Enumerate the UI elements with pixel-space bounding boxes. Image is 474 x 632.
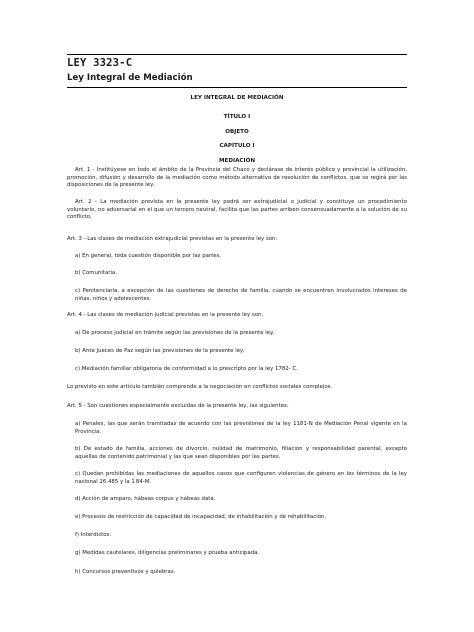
article-3-item-c: c) Penitenciaria, a excepción de las cuestiones de derecho de familia, cuando se encuentren involucrados intereses de niñas, niños y adolescentes. (75, 288, 407, 302)
article-3: Art. 3 - Las clases de mediación extrajudicial previstas en la presente ley son: (67, 236, 278, 242)
heading-titulo: TÍTULO I (223, 114, 251, 120)
heading-objeto: OBJETO (225, 129, 249, 135)
article-4-item-a: a) De proceso judicial en trámite según las previsiones de la presente ley. (75, 330, 275, 336)
article-3-item-a: a) En general, toda cuestión disponible por las partes. (75, 253, 222, 259)
article-5-item-b: b) De estado de familia, acciones de divorcio, nulidad de matrimonio, filiación y responsabilidad parental, excepto aquéllas de contenido patrimonial y las que sean disponibles por las partes. (75, 446, 407, 460)
article-5-item-a: a) Penales, las que serán tramitadas de acuerdo con las previsiones de la ley 1181-N de Mediación Penal vigente en la Provincia. (75, 421, 407, 435)
article-5-item-d: d) Acción de amparo, hábeas corpus y hábeas data. (75, 496, 216, 502)
law-number-title: LEY 3323-C (67, 57, 133, 69)
article-2: Art. 2 - La mediación prevista en la presente ley podrá ser extrajudicial o judicial y constituye un procedimiento voluntario, no adversarial en el que un tercero neutral, facilita que las partes arriben consensuadamente a la solución de su conflicto. (67, 199, 407, 221)
article-3-item-b: b) Comunitaria. (75, 270, 118, 276)
article-5-item-g: g) Medidas cautelares, diligencias preliminares y prueba anticipada. (75, 550, 260, 556)
article-4-item-b: b) Ante Jueces de Paz según las previsiones de la presente ley. (75, 348, 245, 354)
law-subtitle: Ley Integral de Mediación (67, 73, 193, 83)
heading-capitulo: CAPÍTULO I (219, 143, 255, 149)
article-5: Art. 5 - Son cuestiones especialmente excluidas de la presente ley, las siguientes: (67, 403, 289, 409)
article-5-item-c: c) Quedan prohibidas las mediaciones de aquellos casos que configuren violencias de género en los términos de la ley nacional 26.485 y la 1 84-M. (75, 471, 407, 485)
article-4: Art. 4 - Las clases de mediación judicial previstas en la presente ley son: (67, 312, 264, 318)
article-5-item-e: e) Procesos de restricción de capacidad de incapacidad, de inhabilitación y de rehabilitación. (75, 514, 327, 520)
article-5-item-h: h) Concursos preventivos y quiebras. (75, 569, 176, 575)
article-5-item-f: f) Interdictos. (75, 532, 112, 538)
header-bottom-rule (67, 87, 407, 88)
heading-main: LEY INTEGRAL DE MEDIACIÓN (190, 95, 284, 101)
header-top-rule (67, 54, 407, 55)
heading-mediacion: MEDIACIÓN (218, 158, 256, 164)
article-1: Art. 1 - Institúyese en todo el ámbito de la Provincia del Chaco y declárase de interés público y provincial la utilización, promoción, difusión y desarrollo de la mediación como método alternativo de resolución de conflictos, que se regirá por las disposiciones de la presente ley. (67, 167, 407, 189)
article-4-note: Lo previsto en este artículo también comprende a la negociación en conflictos sociales complejos. (67, 384, 333, 390)
article-4-item-c: c) Mediación familiar obligatoria de conformidad a lo prescripto por la ley 1782- C. (75, 366, 298, 372)
